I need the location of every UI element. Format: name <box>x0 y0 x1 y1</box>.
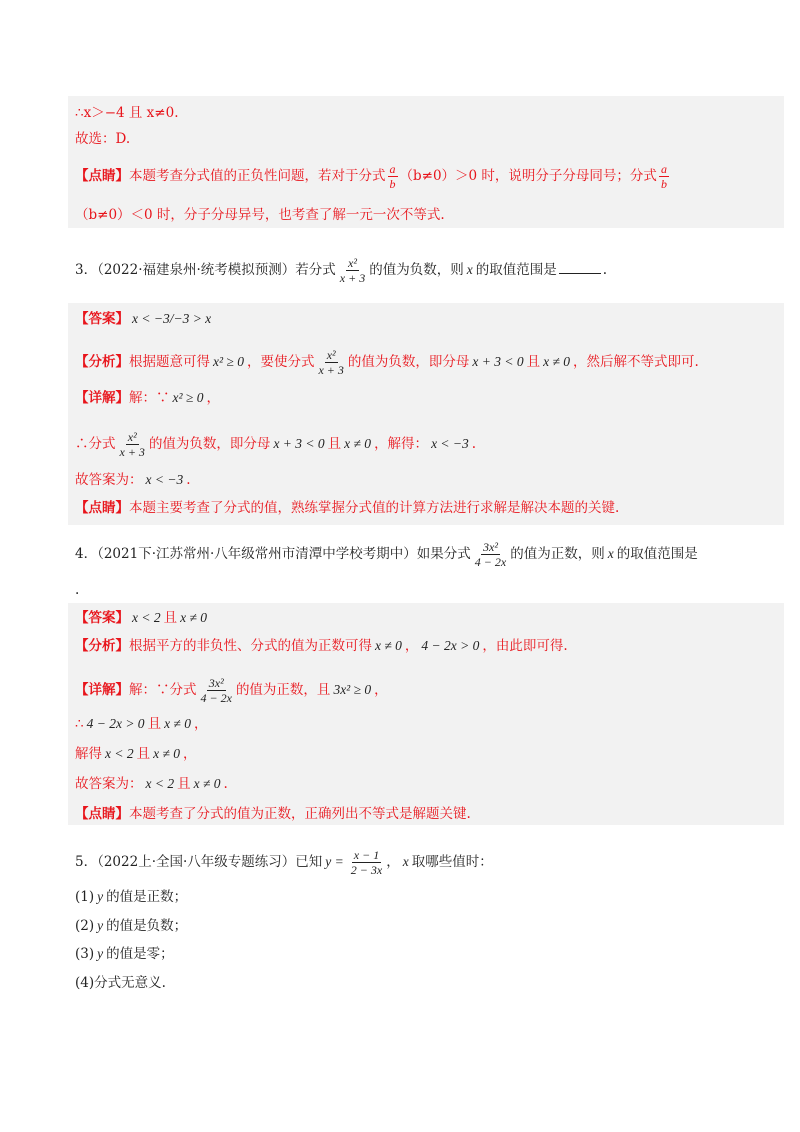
final-answer-line: 故答案为： x < −3 . <box>75 472 191 488</box>
question-4: 4．（2021下·江苏常州·八年级常州市清潭中学校考期中）如果分式 $\frac{\text{3x²}}{4 - 2x}$ 的值为正数，则 x 的取值范围是 <box>75 540 698 569</box>
fraction: $\frac{\text{3x²}}{4 - 2x}$ <box>200 676 232 705</box>
fraction: $\frac{\text{x²}}{x + 3}$ <box>119 430 145 459</box>
sub-question-4: (4)分式无意义. <box>75 975 166 991</box>
analysis-line: 【分析】根据题意可得 x² ≥ 0 ，要使分式 $\frac{\text{x²}}{x + 3}$ 的值为负数，即分母 x + 3 < 0 且 x ≠ 0 ，然后解不等式即可. <box>75 348 699 377</box>
question-5: 5．（2022上·全国·八年级专题练习）已知 y = $\frac{x - 1}{2 - 3x}$ ， x 取哪些值时： <box>75 848 493 877</box>
fraction: $\frac{\text{x²}}{x + 3}$ <box>318 348 344 377</box>
answer-line: 【答案】 x < 2 且 x ≠ 0 <box>75 610 208 626</box>
fraction-a-over-b: $\frac{a}{b}$ <box>660 162 667 191</box>
detail-line: ∴ 4 − 2x > 0 且 x ≠ 0 ， <box>75 716 208 732</box>
fraction-a-over-b: $\frac{a}{b}$ <box>389 162 396 191</box>
final-answer-line: 故答案为： x < 2 且 x ≠ 0 . <box>75 776 228 792</box>
answer-line: 【答案】 x < −3/−3 > x <box>75 311 212 327</box>
answer-blank <box>559 273 601 274</box>
fraction: $\frac{x - 1}{2 - 3x}$ <box>350 848 383 877</box>
comment-line: 【点睛】本题考查分式值的正负性问题，若对于分式 $\frac{a}{b}$ （b≠0）＞0 时，说明分子分母同号；分式 $\frac{a}{b}$ <box>75 162 667 191</box>
analysis-line: 【分析】根据平方的非负性、分式的值为正数可得 x ≠ 0 ， 4 − 2x > 0 ，由此即可得. <box>75 638 568 654</box>
detail-line: 【详解】解：∵分式 $\frac{\text{3x²}}{4 - 2x}$ 的值为正数，且 3x² ≥ 0 ， <box>75 676 388 705</box>
sub-question-3: (3) y 的值是零； <box>75 946 174 962</box>
solution-line: ∴x＞−4 且 x≠0. <box>75 105 179 121</box>
fraction: $\frac{\text{x²}}{x + 3}$ <box>339 256 366 285</box>
sub-question-2: (2) y 的值是负数； <box>75 918 188 934</box>
comment-line: 【点睛】本题主要考查了分式的值，熟练掌握分式值的计算方法进行求解是解决本题的关键. <box>75 500 620 516</box>
solution-line: 故选：D. <box>75 131 131 147</box>
fraction: $\frac{\text{3x²}}{4 - 2x}$ <box>474 540 507 569</box>
sub-question-1: (1) y 的值是正数； <box>75 889 188 905</box>
question-4-blank: . <box>75 582 80 598</box>
detail-line: ∴分式 $\frac{\text{x²}}{x + 3}$ 的值为负数，即分母 x + 3 < 0 且 x ≠ 0 ，解得： x < −3 . <box>75 430 477 459</box>
comment-tag: 【点睛】 <box>75 168 129 184</box>
comment-line: （b≠0）＜0 时，分子分母异号，也考查了解一元一次不等式. <box>75 207 445 223</box>
comment-line: 【点睛】本题考查了分式的值为正数，正确列出不等式是解题关键. <box>75 806 471 822</box>
question-3: 3．（2022·福建泉州·统考模拟预测）若分式 $\frac{\text{x²}}{x + 3}$ 的值为负数，则 x 的取值范围是 . <box>75 256 608 285</box>
solution-box-q3 <box>68 303 784 525</box>
detail-line: 【详解】解：∵ x² ≥ 0 ， <box>75 390 220 406</box>
detail-line: 解得 x < 2 且 x ≠ 0 ， <box>75 746 197 762</box>
